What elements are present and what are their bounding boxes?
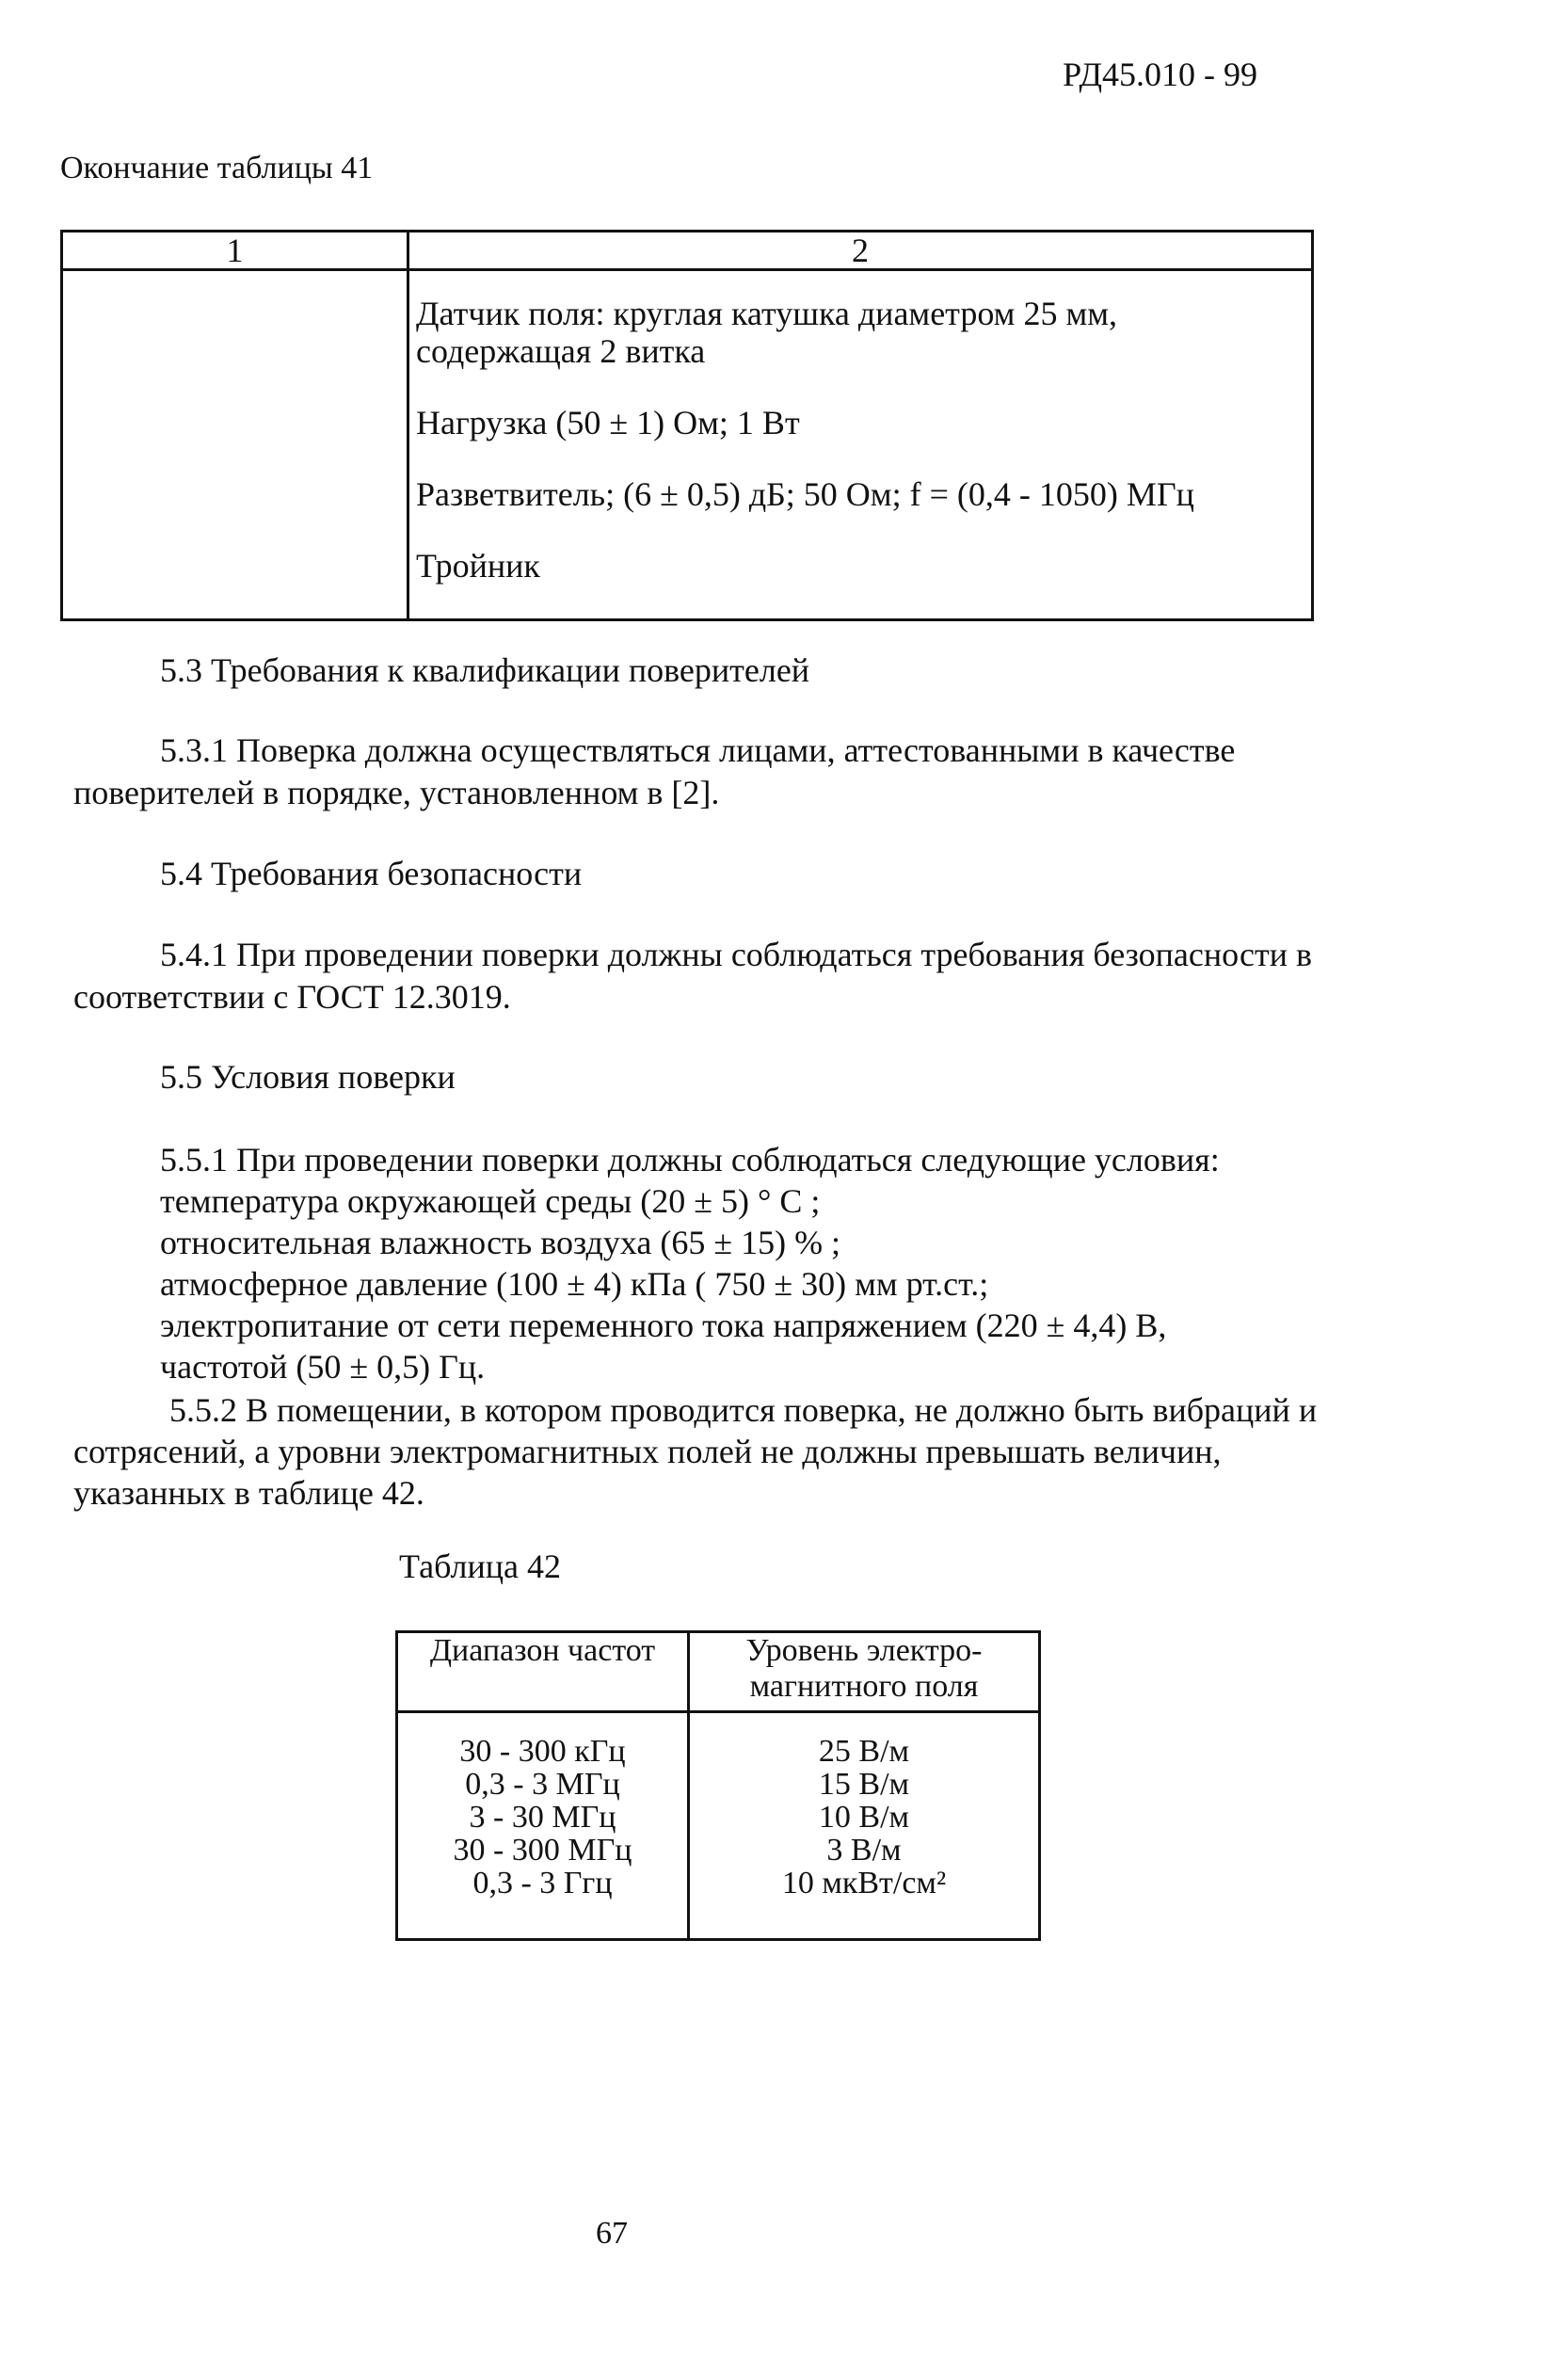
table42-freq-cell: 0,3 - 3 Ггц bbox=[472, 1866, 613, 1900]
table42-header-col2-line2: магнитного поля bbox=[749, 1669, 979, 1704]
table42-caption: Таблица 42 bbox=[399, 1547, 561, 1585]
section-5-4-1-line1: 5.4.1 При проведении поверки должны соблюдаться требования безопасности в bbox=[160, 936, 1312, 973]
section-5-5-1-line: электропитание от сети переменного тока напряжением (220 ± 4,4) В, bbox=[160, 1307, 1167, 1344]
table41 bbox=[60, 230, 1314, 621]
section-5-5-2-line: сотрясений, а уровни электромагнитных полей не должны превышать величин, bbox=[73, 1433, 1222, 1470]
table42-freq-column bbox=[398, 1735, 687, 1900]
table42-level-cell: 3 В/м bbox=[826, 1833, 902, 1868]
section-5-4-title: 5.4 Требования безопасности bbox=[160, 855, 583, 892]
table42 bbox=[395, 1630, 1041, 1941]
table42-level-cell: 10 мкВт/см² bbox=[781, 1866, 947, 1900]
section-5-5-2-line: указанных в таблице 42. bbox=[73, 1474, 424, 1512]
table42-freq-cell: 3 - 30 МГц bbox=[469, 1800, 616, 1835]
table42-freq-cell: 30 - 300 кГц bbox=[459, 1734, 626, 1769]
table42-level-cell: 25 В/м bbox=[818, 1734, 910, 1769]
table42-header-col2 bbox=[690, 1633, 1038, 1705]
table42-freq-cell: 0,3 - 3 МГц bbox=[465, 1767, 620, 1802]
table42-freq-cell: 30 - 300 МГц bbox=[453, 1833, 632, 1868]
table41-header-col2: 2 bbox=[852, 232, 869, 269]
table41-column-divider bbox=[407, 232, 409, 618]
section-5-5-1-line: атмосферное давление (100 ± 4) кПа ( 750 ± 30) мм рт.ст.; bbox=[160, 1265, 989, 1303]
table42-level-column bbox=[690, 1735, 1038, 1900]
document-code: РД45.010 - 99 bbox=[1063, 56, 1257, 93]
page-number: 67 bbox=[596, 2216, 628, 2251]
table41-line: Разветвитель; (6 ± 0,5) дБ; 50 Ом; f = (0,4 - 1050) МГц bbox=[416, 475, 1194, 513]
table41-line: Датчик поля: круглая катушка диаметром 25 мм, bbox=[416, 295, 1118, 332]
section-5-5-title: 5.5 Условия поверки bbox=[160, 1058, 456, 1096]
section-5-4-1-line2: соответствии с ГОСТ 12.3019. bbox=[73, 978, 511, 1016]
table41-caption: Окончание таблицы 41 bbox=[60, 151, 374, 185]
section-5-5-2-line: 5.5.2 В помещении, в котором проводится поверка, не должно быть вибраций и bbox=[169, 1391, 1318, 1429]
table42-header-col1: Диапазон частот bbox=[429, 1633, 656, 1668]
table41-cell-col2 bbox=[416, 295, 1302, 585]
table41-line: Тройник bbox=[416, 547, 540, 585]
section-5-5-1-line: относительная влажность воздуха (65 ± 15) % ; bbox=[160, 1224, 841, 1261]
section-5-3-1-line2: поверителей в порядке, установленном в [2]. bbox=[73, 774, 720, 811]
table42-level-cell: 15 В/м bbox=[818, 1767, 910, 1802]
section-5-3-title: 5.3 Требования к квалификации поверителей bbox=[160, 651, 810, 689]
section-5-5-1-line: 5.5.1 При проведении поверки должны соблюдаться следующие условия: bbox=[160, 1141, 1220, 1178]
table41-header-col1: 1 bbox=[226, 232, 244, 269]
section-5-5-1-line: температура окружающей среды (20 ± 5) ° С ; bbox=[160, 1182, 821, 1220]
table42-header-divider bbox=[398, 1710, 1038, 1713]
table42-level-cell: 10 В/м bbox=[818, 1800, 910, 1835]
table41-line: содержащая 2 витка bbox=[416, 332, 706, 370]
table42-header-col2-line1: Уровень электро- bbox=[745, 1633, 983, 1668]
table41-line: Нагрузка (50 ± 1) Ом; 1 Вт bbox=[416, 404, 800, 441]
section-5-5-1-line: частотой (50 ± 0,5) Гц. bbox=[160, 1348, 486, 1386]
section-5-3-1-line1: 5.3.1 Поверка должна осуществляться лицами, аттестованными в качестве bbox=[160, 731, 1236, 769]
